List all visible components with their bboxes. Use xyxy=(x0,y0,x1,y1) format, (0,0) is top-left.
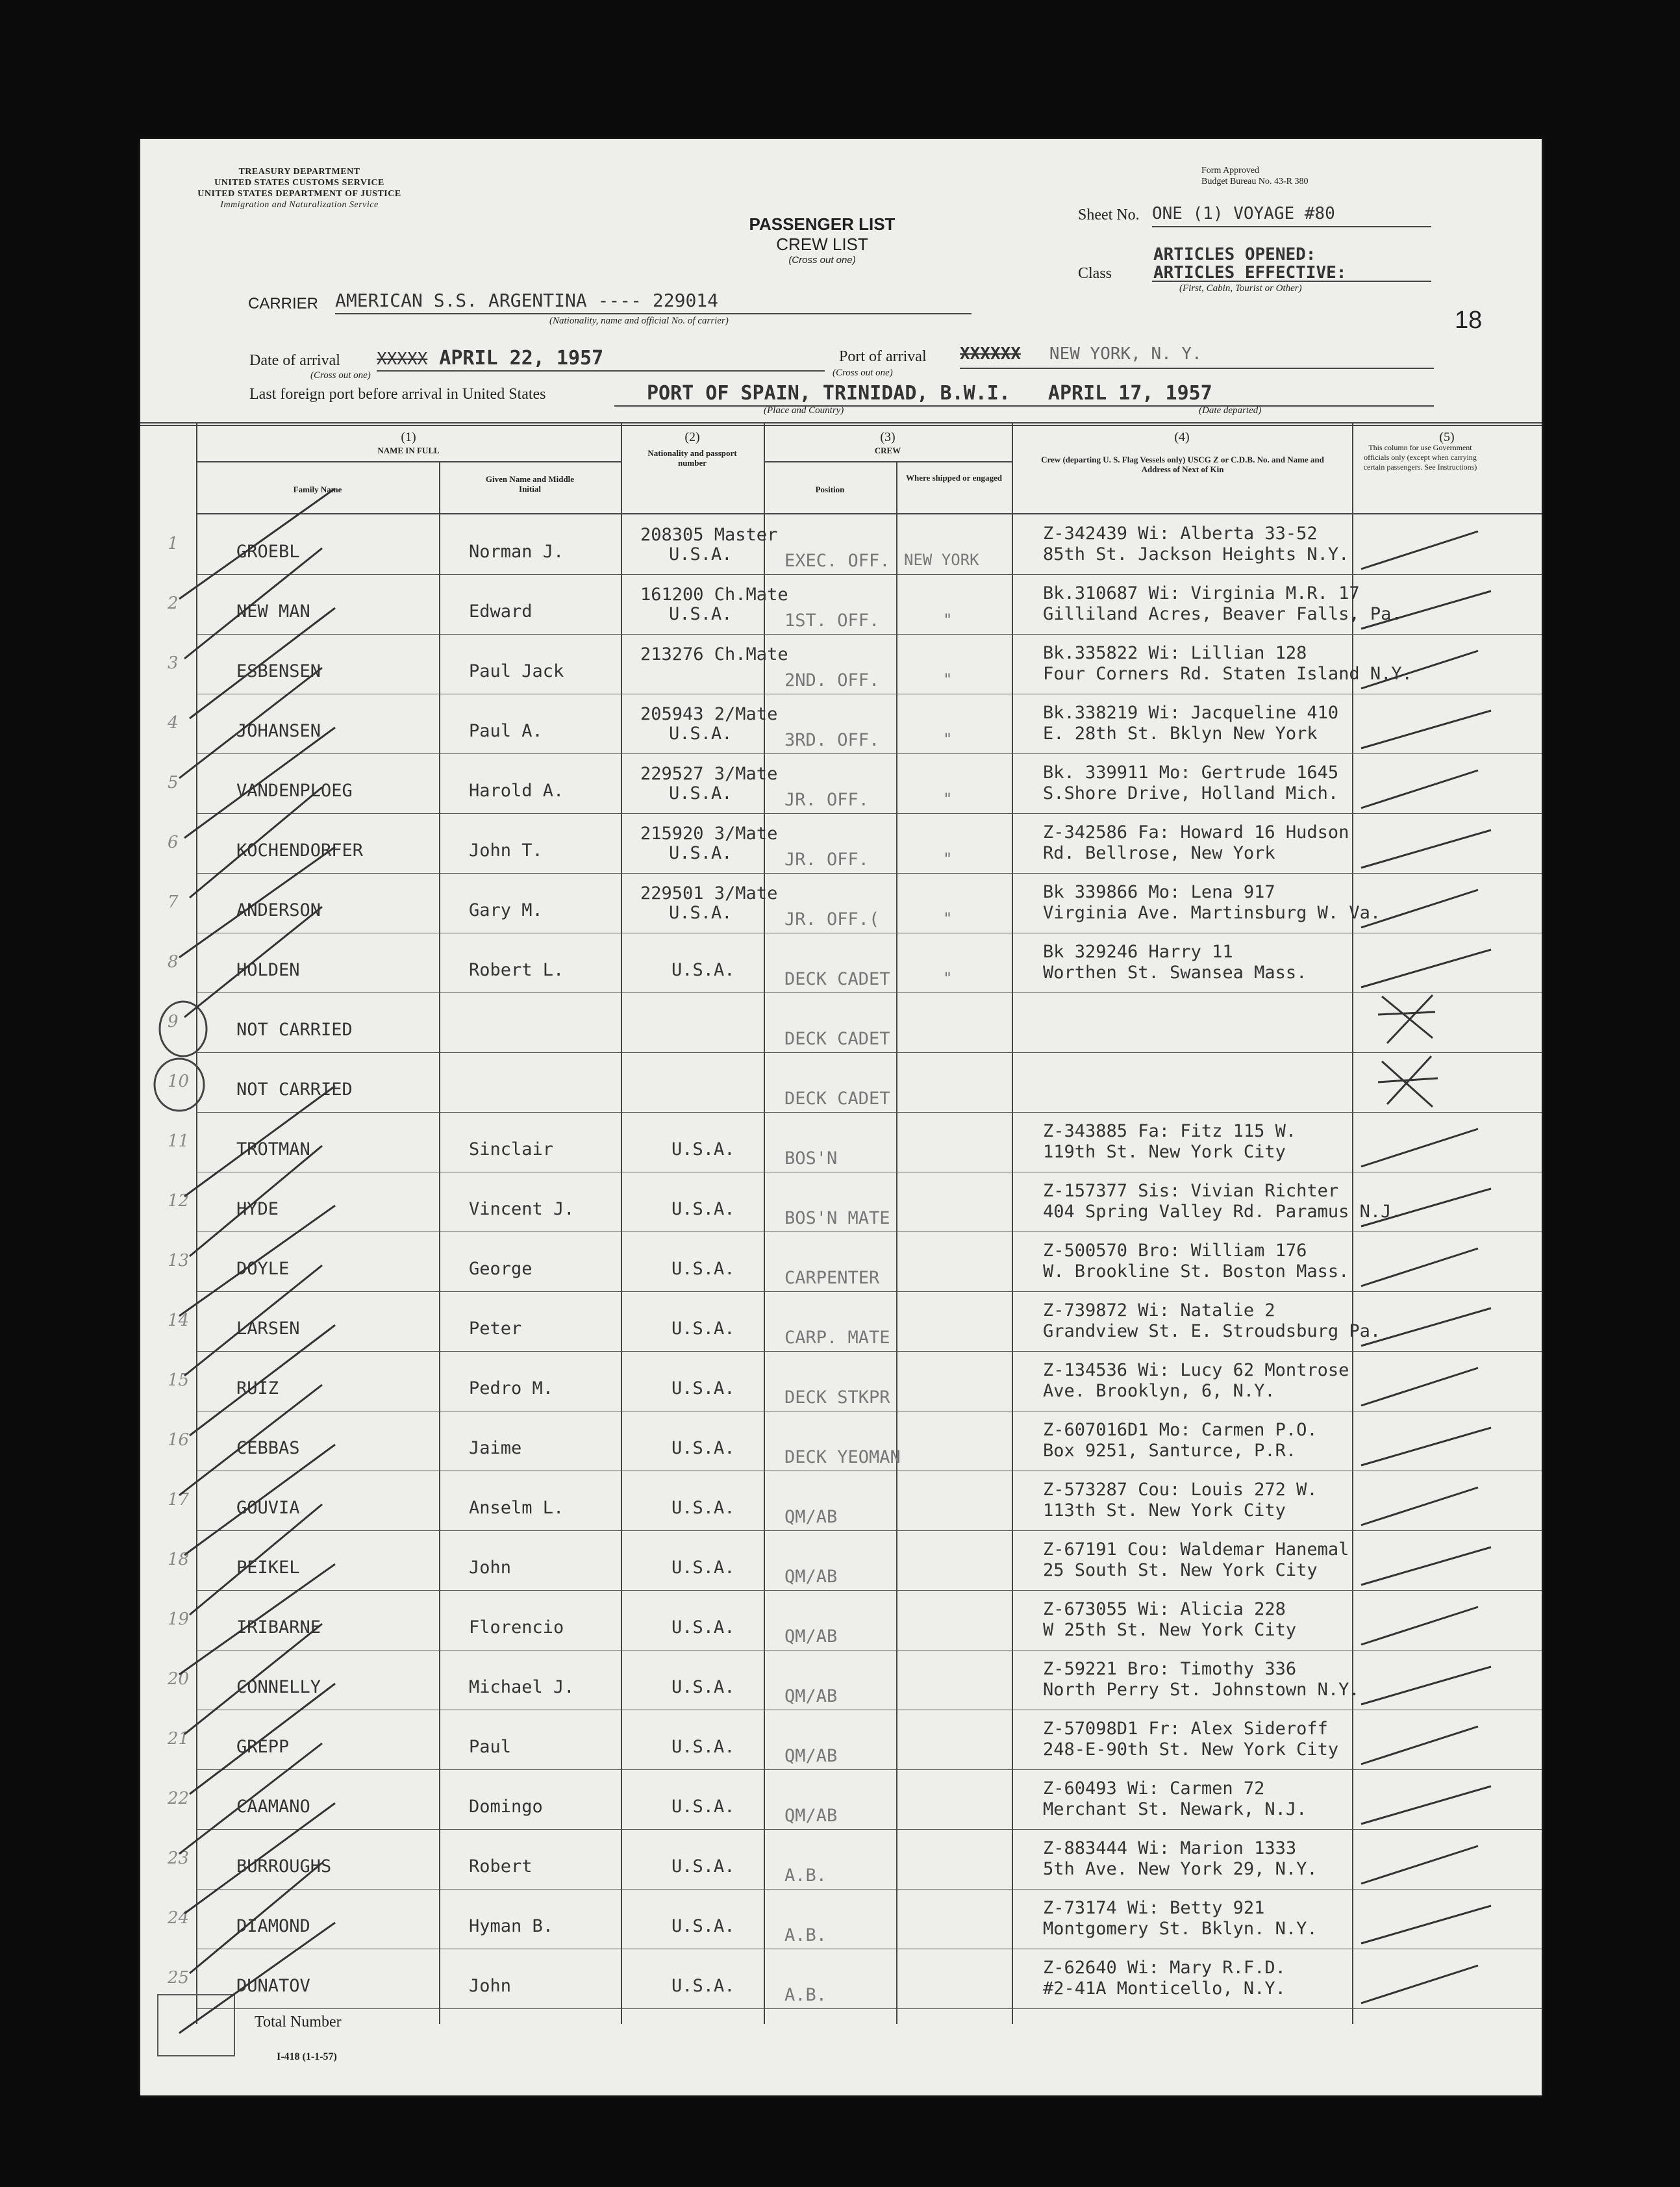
next-of-kin-line-2: 119th St. New York City xyxy=(1043,1142,1286,1162)
nationality-passport: 161200 Ch.Mate xyxy=(640,585,788,605)
next-of-kin-line-2: 85th St. Jackson Heights N.Y. xyxy=(1043,544,1349,564)
position: QM/AB xyxy=(784,1626,838,1647)
col3a-title: Position xyxy=(815,485,845,494)
col1b-title: Given Name and Middle Initial xyxy=(485,474,575,494)
family-name: CONNELLY xyxy=(236,1677,321,1697)
position: JR. OFF.( xyxy=(784,909,880,929)
given-name: Harold A. xyxy=(469,781,564,801)
next-of-kin-line-1: Bk 329246 Harry 11 xyxy=(1043,942,1233,962)
given-name: John xyxy=(469,1976,512,1996)
position: 3RD. OFF. xyxy=(784,730,880,750)
x-mark-10 xyxy=(1378,1056,1438,1107)
col1-number: (1) xyxy=(401,430,416,444)
col1a-title: Family Name xyxy=(293,485,342,494)
family-name: LARSEN xyxy=(236,1319,300,1339)
sheet-label: Sheet No. xyxy=(1078,207,1140,223)
where-shipped: " xyxy=(943,850,953,868)
position: QM/AB xyxy=(784,1746,838,1766)
position: BOS'N MATE xyxy=(784,1208,890,1228)
family-name: ANDERSON xyxy=(236,900,321,920)
total-number-label: Total Number xyxy=(255,2014,342,2030)
col5-number: (5) xyxy=(1439,430,1455,444)
family-name: DIAMOND xyxy=(236,1916,310,1936)
position: DECK CADET xyxy=(784,1089,890,1109)
given-name: John T. xyxy=(469,841,543,861)
approval-line-2: Budget Bureau No. 43-R 380 xyxy=(1201,177,1309,186)
given-name: Paul A. xyxy=(469,721,543,741)
position: JR. OFF. xyxy=(784,790,870,810)
next-of-kin-line-2: North Perry St. Johnstown N.Y. xyxy=(1043,1680,1360,1700)
next-of-kin-line-2: Rd. Bellrose, New York xyxy=(1043,843,1275,863)
nationality-passport: U.S.A. xyxy=(671,1498,735,1518)
given-name: Robert L. xyxy=(469,960,564,980)
carrier-value: AMERICAN S.S. ARGENTINA ---- 229014 xyxy=(335,290,719,311)
date-cross-caption: (Cross out one) xyxy=(310,370,371,381)
next-of-kin-line-2: 248-E-90th St. New York City xyxy=(1043,1739,1339,1760)
position: DECK CADET xyxy=(784,1029,890,1049)
given-name: Robert xyxy=(469,1856,533,1877)
given-name: Gary M. xyxy=(469,900,543,920)
next-of-kin-line-2: Four Corners Rd. Staten Island N.Y. xyxy=(1043,664,1412,684)
row-number: 9 xyxy=(168,1012,179,1031)
last-port-date-caption: (Date departed) xyxy=(1199,405,1262,416)
position: DECK CADET xyxy=(784,969,890,989)
next-of-kin-line-2: Montgomery St. Bklyn. N.Y. xyxy=(1043,1919,1318,1939)
family-name: NEW MAN xyxy=(236,601,310,622)
col3b-title: Where shipped or engaged xyxy=(906,473,1002,483)
carrier-caption: (Nationality, name and official No. of carrier) xyxy=(549,316,729,326)
col2-title: Nationality and passport number xyxy=(647,448,737,468)
position: JR. OFF. xyxy=(784,850,870,870)
next-of-kin-line-2: E. 28th St. Bklyn New York xyxy=(1043,724,1318,744)
nationality-passport: U.S.A. xyxy=(671,1259,735,1279)
date-struck: XXXXX xyxy=(377,349,428,369)
carrier-label: CARRIER xyxy=(248,295,319,312)
family-name: GOUVIA xyxy=(236,1498,300,1518)
next-of-kin-line-1: Z-134536 Wi: Lucy 62 Montrose xyxy=(1043,1360,1349,1380)
family-name: VANDENPLOEG xyxy=(236,781,353,801)
row-number: 15 xyxy=(168,1371,190,1390)
nationality-passport: 205943 2/Mate xyxy=(640,704,778,724)
family-name: JOHANSEN xyxy=(236,721,321,741)
given-name: Hyman B. xyxy=(469,1916,554,1936)
row-number: 19 xyxy=(168,1610,190,1629)
given-name: Vincent J. xyxy=(469,1199,575,1219)
given-name: Edward xyxy=(469,601,533,622)
family-name: CEBBAS xyxy=(236,1438,300,1458)
next-of-kin-line-2: Ave. Brooklyn, 6, N.Y. xyxy=(1043,1381,1275,1401)
row-number: 20 xyxy=(168,1669,190,1689)
class-label: Class xyxy=(1078,265,1112,282)
next-of-kin-line-2: Worthen St. Swansea Mass. xyxy=(1043,963,1307,983)
position: QM/AB xyxy=(784,1806,838,1826)
next-of-kin-line-1: Z-343885 Fa: Fitz 115 W. xyxy=(1043,1121,1297,1141)
sheet-value: ONE (1) VOYAGE #80 xyxy=(1152,204,1335,223)
row-number: 11 xyxy=(168,1131,190,1151)
next-of-kin-line-2: #2-41A Monticello, N.Y. xyxy=(1043,1978,1286,1999)
row-number: 18 xyxy=(168,1550,190,1569)
given-name: Peter xyxy=(469,1319,522,1339)
row-number: 22 xyxy=(168,1789,190,1808)
next-of-kin-line-2: 404 Spring Valley Rd. Paramus N.J. xyxy=(1043,1202,1402,1222)
family-name: CAAMANO xyxy=(236,1797,310,1817)
row-number: 7 xyxy=(168,892,179,912)
agency-line-2: UNITED STATES CUSTOMS SERVICE xyxy=(214,178,384,188)
next-of-kin-line-1: Z-57098D1 Fr: Alex Sideroff xyxy=(1043,1719,1328,1739)
handwritten-marks xyxy=(140,139,1542,2095)
agency-line-3: UNITED STATES DEPARTMENT OF JUSTICE xyxy=(197,189,401,199)
position: EXEC. OFF. xyxy=(784,551,890,571)
row-number: 13 xyxy=(168,1251,190,1270)
next-of-kin-line-1: Z-607016D1 Mo: Carmen P.O. xyxy=(1043,1420,1318,1440)
next-of-kin-line-1: Z-342586 Fa: Howard 16 Hudson xyxy=(1043,822,1349,842)
row-number: 3 xyxy=(168,653,179,673)
row-number: 14 xyxy=(168,1311,190,1330)
position: QM/AB xyxy=(784,1507,838,1527)
next-of-kin-line-1: Z-67191 Cou: Waldemar Hanemal xyxy=(1043,1539,1349,1560)
nationality-passport: 229501 3/Mate xyxy=(640,883,778,904)
next-of-kin-line-1: Bk 339866 Mo: Lena 917 xyxy=(1043,882,1275,902)
row-number: 4 xyxy=(168,713,179,733)
document-page xyxy=(140,139,1542,2095)
position: DECK STKPR xyxy=(784,1387,890,1408)
nationality-passport: U.S.A. xyxy=(671,1797,735,1817)
last-port-label: Last foreign port before arrival in United States xyxy=(249,386,546,403)
given-name: Paul Jack xyxy=(469,661,564,681)
nationality-passport: 213276 Ch.Mate xyxy=(640,644,788,664)
position: QM/AB xyxy=(784,1686,838,1706)
where-shipped: " xyxy=(943,611,953,629)
next-of-kin-line-2: Gilliland Acres, Beaver Falls, Pa. xyxy=(1043,604,1402,624)
next-of-kin-line-1: Z-342439 Wi: Alberta 33-52 xyxy=(1043,524,1318,544)
position: CARPENTER xyxy=(784,1268,880,1288)
nationality-country: U.S.A. xyxy=(669,843,733,863)
row-number: 17 xyxy=(168,1490,190,1510)
row-number: 21 xyxy=(168,1729,190,1749)
title-cross-out: (Cross out one) xyxy=(788,255,856,266)
position: A.B. xyxy=(784,1865,827,1886)
position: BOS'N xyxy=(784,1148,838,1169)
family-name: KOCHENDORFER xyxy=(236,841,364,861)
family-name: IRIBARNE xyxy=(236,1617,321,1637)
class-caption: (First, Cabin, Tourist or Other) xyxy=(1179,283,1302,294)
col2-number: (2) xyxy=(684,430,700,444)
next-of-kin-line-2: 25 South St. New York City xyxy=(1043,1560,1318,1580)
next-of-kin-line-1: Z-739872 Wi: Natalie 2 xyxy=(1043,1300,1275,1321)
given-name: Paul xyxy=(469,1737,512,1757)
next-of-kin-line-1: Bk. 339911 Mo: Gertrude 1645 xyxy=(1043,763,1339,783)
family-name: ESBENSEN xyxy=(236,661,321,681)
next-of-kin-line-1: Bk.310687 Wi: Virginia M.R. 17 xyxy=(1043,583,1360,603)
next-of-kin-line-2: 5th Ave. New York 29, N.Y. xyxy=(1043,1859,1318,1879)
next-of-kin-line-2: W. Brookline St. Boston Mass. xyxy=(1043,1261,1349,1282)
row-number: 10 xyxy=(168,1072,190,1091)
next-of-kin-line-1: Z-59221 Bro: Timothy 336 xyxy=(1043,1659,1297,1679)
row-number: 12 xyxy=(168,1191,190,1211)
row-number: 6 xyxy=(168,833,179,852)
row-number: 1 xyxy=(168,534,179,553)
nationality-country: U.S.A. xyxy=(669,604,733,624)
nationality-passport: U.S.A. xyxy=(671,1558,735,1578)
row-number: 2 xyxy=(168,594,179,613)
row-number: 23 xyxy=(168,1849,190,1868)
given-name: Sinclair xyxy=(469,1139,554,1159)
date-arrival-value: APRIL 22, 1957 xyxy=(439,347,604,370)
col3-number: (3) xyxy=(880,430,896,444)
next-of-kin-line-1: Z-573287 Cou: Louis 272 W. xyxy=(1043,1480,1318,1500)
row-number: 8 xyxy=(168,952,179,972)
position: QM/AB xyxy=(784,1567,838,1587)
port-arrival-label: Port of arrival xyxy=(839,348,927,365)
agency-line-1: TREASURY DEPARTMENT xyxy=(238,167,360,177)
nationality-passport: 208305 Master xyxy=(640,525,778,545)
family-name: PEIKEL xyxy=(236,1558,300,1578)
given-name: John xyxy=(469,1558,512,1578)
port-arrival-value: NEW YORK, N. Y. xyxy=(1049,344,1202,364)
next-of-kin-line-1: Z-60493 Wi: Carmen 72 xyxy=(1043,1778,1265,1799)
position: CARP. MATE xyxy=(784,1328,890,1348)
last-port-value: PORT OF SPAIN, TRINIDAD, B.W.I. xyxy=(647,382,1010,405)
given-name: Anselm L. xyxy=(469,1498,564,1518)
family-name: GROEBL xyxy=(236,542,300,562)
class-line-1: ARTICLES OPENED: xyxy=(1153,245,1316,264)
col5-title: This column for use Government officials only (except when carrying certain passengers. See Instructions) xyxy=(1363,443,1477,472)
given-name: Pedro M. xyxy=(469,1378,554,1398)
where-shipped: " xyxy=(943,909,953,928)
next-of-kin-line-1: Bk.335822 Wi: Lillian 128 xyxy=(1043,643,1307,663)
last-port-date: APRIL 17, 1957 xyxy=(1047,382,1212,405)
family-name: NOT CARRIED xyxy=(236,1020,353,1040)
next-of-kin-line-1: Z-500570 Bro: William 176 xyxy=(1043,1241,1307,1261)
family-name: DOYLE xyxy=(236,1259,290,1279)
next-of-kin-line-2: W 25th St. New York City xyxy=(1043,1620,1297,1640)
x-mark-9 xyxy=(1378,995,1435,1043)
agency-line-4: Immigration and Naturalization Service xyxy=(220,200,379,210)
next-of-kin-line-2: Box 9251, Santurce, P.R. xyxy=(1043,1441,1297,1461)
title-crew: CREW LIST xyxy=(776,234,868,254)
next-of-kin-line-1: Z-883444 Wi: Marion 1333 xyxy=(1043,1838,1297,1858)
row-number: 16 xyxy=(168,1430,190,1450)
given-name: Norman J. xyxy=(469,542,564,562)
next-of-kin-line-2: Grandview St. E. Stroudsburg Pa. xyxy=(1043,1321,1381,1341)
nationality-country: U.S.A. xyxy=(669,783,733,803)
nationality-passport: U.S.A. xyxy=(671,1319,735,1339)
where-shipped: " xyxy=(943,790,953,808)
position: DECK YEOMAN xyxy=(784,1447,901,1467)
nationality-passport: U.S.A. xyxy=(671,1916,735,1936)
form-number: I-418 (1-1-57) xyxy=(277,2051,337,2062)
title-passenger: PASSENGER LIST xyxy=(749,214,896,234)
position: 2ND. OFF. xyxy=(784,670,880,690)
nationality-passport: U.S.A. xyxy=(671,1139,735,1159)
row-number: 25 xyxy=(168,1968,190,1988)
next-of-kin-line-2: 113th St. New York City xyxy=(1043,1500,1286,1521)
nationality-passport: U.S.A. xyxy=(671,1976,735,1996)
col4-number: (4) xyxy=(1174,430,1190,444)
circle-mark-9 xyxy=(160,1002,207,1056)
next-of-kin-line-2: Merchant St. Newark, N.J. xyxy=(1043,1799,1307,1819)
row-number: 5 xyxy=(168,773,179,792)
col4-title: Crew (departing U. S. Flag Vessels only) USCG Z or C.D.B. No. and Name and Address of Next of Kin xyxy=(1041,455,1324,474)
col3-title: CREW xyxy=(874,446,901,455)
port-cross-caption: (Cross out one) xyxy=(833,368,893,378)
date-arrival-label: Date of arrival xyxy=(249,352,340,369)
last-port-place-caption: (Place and Country) xyxy=(764,405,844,416)
nationality-country: U.S.A. xyxy=(669,544,733,564)
nationality-passport: U.S.A. xyxy=(671,1378,735,1398)
given-name: George xyxy=(469,1259,533,1279)
circle-mark-10 xyxy=(155,1059,204,1111)
where-shipped: " xyxy=(943,670,953,689)
next-of-kin-line-1: Bk.338219 Wi: Jacqueline 410 xyxy=(1043,703,1339,723)
col1-title: NAME IN FULL xyxy=(377,446,440,455)
next-of-kin-line-1: Z-73174 Wi: Betty 921 xyxy=(1043,1898,1265,1918)
row-number: 24 xyxy=(168,1908,190,1928)
nationality-passport: U.S.A. xyxy=(671,1438,735,1458)
given-name: Jaime xyxy=(469,1438,522,1458)
family-name: HOLDEN xyxy=(236,960,300,980)
family-name: GREPP xyxy=(236,1737,290,1757)
given-name: Michael J. xyxy=(469,1677,575,1697)
page-number: 18 xyxy=(1455,307,1483,334)
given-name: Domingo xyxy=(469,1797,543,1817)
nationality-passport: U.S.A. xyxy=(671,1617,735,1637)
position: A.B. xyxy=(784,1985,827,2005)
family-name: TROTMAN xyxy=(236,1139,310,1159)
position: 1ST. OFF. xyxy=(784,611,880,631)
next-of-kin-line-2: Virginia Ave. Martinsburg W. Va. xyxy=(1043,903,1381,923)
nationality-passport: U.S.A. xyxy=(671,1856,735,1877)
family-name: HYDE xyxy=(236,1199,279,1219)
nationality-passport: U.S.A. xyxy=(671,960,735,980)
nationality-passport: 229527 3/Mate xyxy=(640,764,778,784)
class-line-2: ARTICLES EFFECTIVE: xyxy=(1153,263,1347,283)
next-of-kin-line-1: Z-62640 Wi: Mary R.F.D. xyxy=(1043,1958,1286,1978)
family-name: NOT CARRIED xyxy=(236,1080,353,1100)
where-shipped: " xyxy=(943,969,953,987)
where-shipped: NEW YORK xyxy=(904,551,979,569)
nationality-passport: U.S.A. xyxy=(671,1737,735,1757)
where-shipped: " xyxy=(943,730,953,748)
family-name: RUIZ xyxy=(236,1378,279,1398)
next-of-kin-line-2: S.Shore Drive, Holland Mich. xyxy=(1043,783,1339,803)
port-struck: XXXXXX xyxy=(960,344,1021,364)
nationality-country: U.S.A. xyxy=(669,724,733,744)
approval-line-1: Form Approved xyxy=(1201,166,1260,175)
next-of-kin-line-1: Z-157377 Sis: Vivian Richter xyxy=(1043,1181,1339,1201)
position: A.B. xyxy=(784,1925,827,1945)
next-of-kin-line-1: Z-673055 Wi: Alicia 228 xyxy=(1043,1599,1286,1619)
nationality-passport: U.S.A. xyxy=(671,1677,735,1697)
given-name: Florencio xyxy=(469,1617,564,1637)
nationality-country: U.S.A. xyxy=(669,903,733,923)
nationality-passport: 215920 3/Mate xyxy=(640,824,778,844)
family-name: BURROUGHS xyxy=(236,1856,332,1877)
nationality-passport: U.S.A. xyxy=(671,1199,735,1219)
family-name: DUNATOV xyxy=(236,1976,310,1996)
